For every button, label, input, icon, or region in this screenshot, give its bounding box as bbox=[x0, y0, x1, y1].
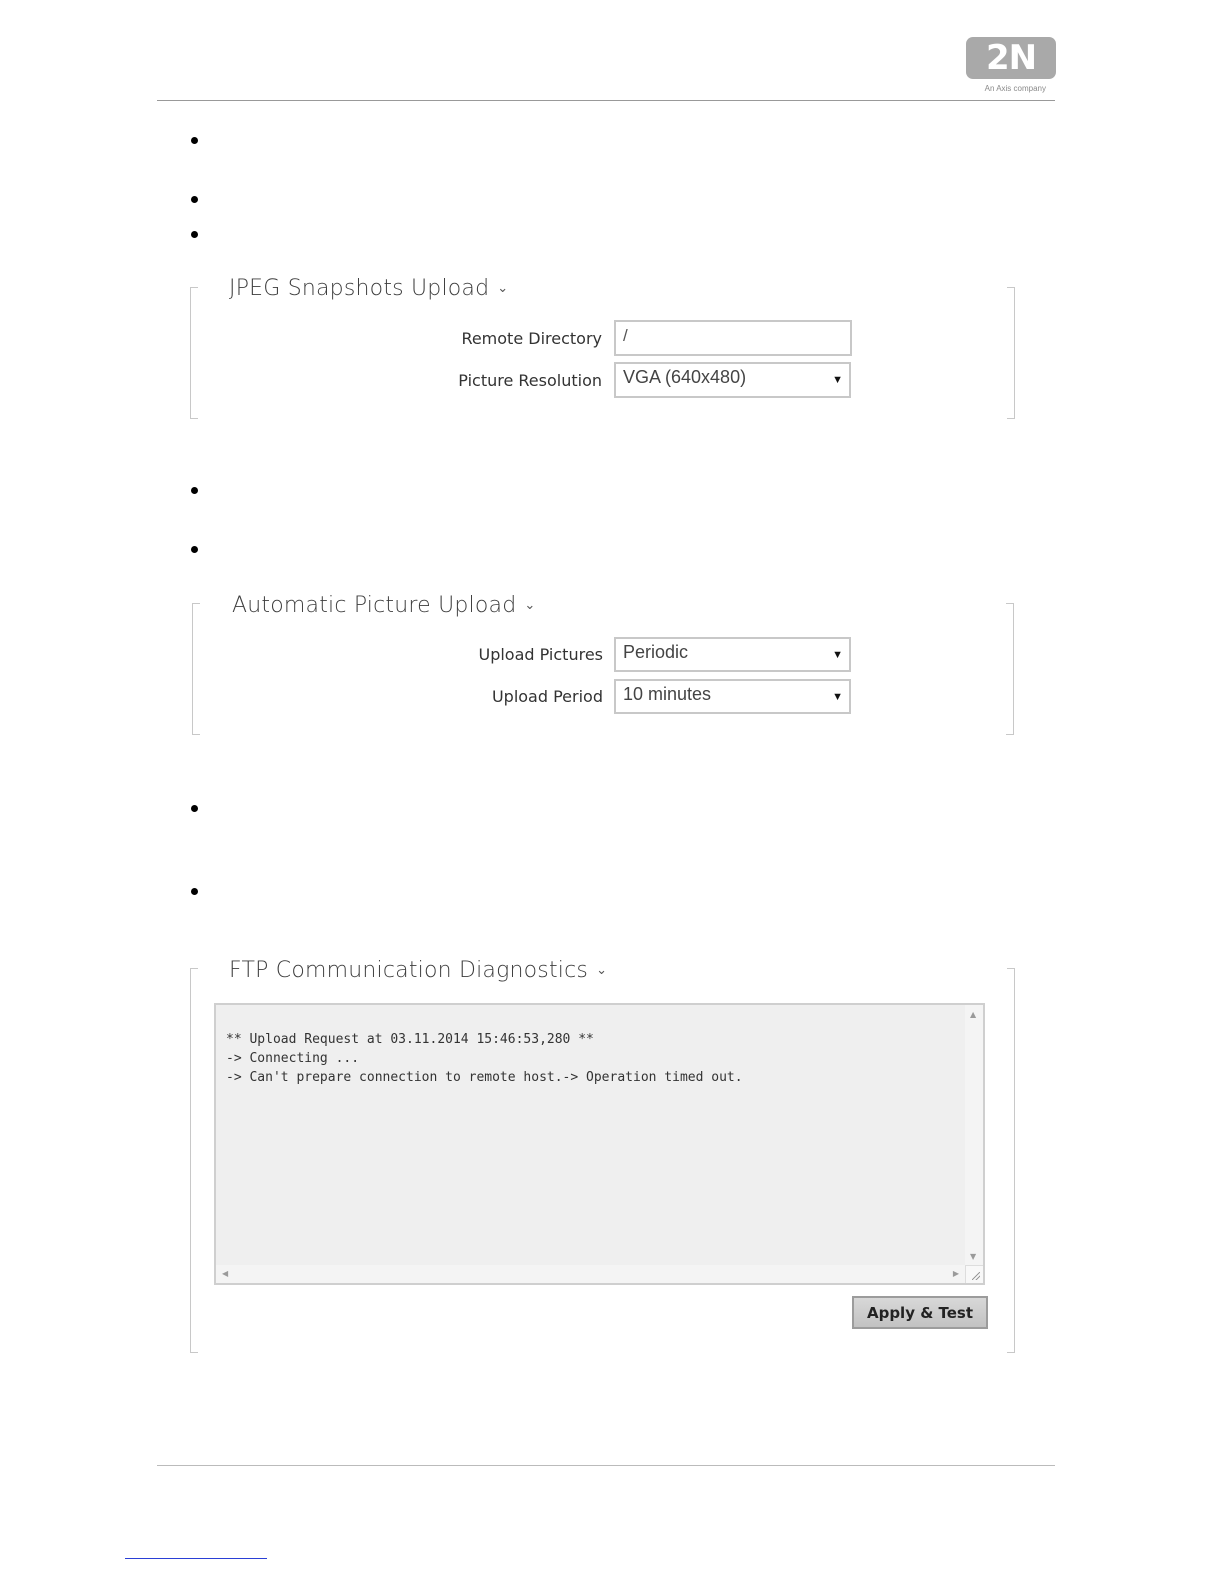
picture-resolution-value: VGA (640x480) bbox=[623, 367, 747, 387]
triangle-down-icon: ▼ bbox=[832, 691, 843, 703]
scroll-down-icon[interactable]: ▼ bbox=[970, 1252, 977, 1261]
jpeg-panel-title-text: JPEG Snapshots Upload bbox=[229, 276, 490, 301]
upload-period-value: 10 minutes bbox=[623, 684, 712, 704]
logo-mark: 2N bbox=[985, 38, 1037, 78]
diag-panel-title-text: FTP Communication Diagnostics bbox=[229, 958, 589, 983]
remote-directory-input[interactable] bbox=[614, 320, 852, 356]
triangle-down-icon: ▼ bbox=[832, 649, 843, 661]
panel-bracket-left bbox=[190, 968, 198, 1353]
footer-link-underline bbox=[125, 1558, 267, 1559]
vertical-scrollbar[interactable] bbox=[965, 1005, 983, 1265]
header-divider bbox=[157, 100, 1055, 101]
picture-resolution-label: Picture Resolution bbox=[458, 371, 602, 390]
auto-panel-title-text: Automatic Picture Upload bbox=[232, 593, 517, 618]
bullet-4 bbox=[191, 487, 198, 494]
jpeg-snapshots-panel bbox=[190, 287, 1015, 419]
upload-pictures-select[interactable] bbox=[614, 637, 851, 672]
picture-resolution-select[interactable] bbox=[614, 362, 851, 398]
bullet-5 bbox=[191, 546, 198, 553]
bullet-3 bbox=[191, 231, 198, 238]
chevron-down-icon[interactable]: ⌄ bbox=[497, 281, 509, 296]
logo-tagline: An Axis company bbox=[984, 84, 1046, 93]
upload-pictures-label: Upload Pictures bbox=[478, 645, 603, 664]
remote-directory-label: Remote Directory bbox=[461, 329, 602, 348]
triangle-down-icon: ▼ bbox=[832, 374, 843, 386]
apply-test-button[interactable]: Apply & Test bbox=[852, 1296, 988, 1329]
horizontal-scrollbar[interactable] bbox=[216, 1265, 965, 1283]
upload-period-label: Upload Period bbox=[491, 687, 603, 706]
scroll-up-icon[interactable]: ▲ bbox=[970, 1010, 977, 1019]
upload-period-select[interactable] bbox=[614, 679, 851, 714]
chevron-down-icon[interactable]: ⌄ bbox=[524, 598, 536, 613]
bullet-1 bbox=[191, 137, 198, 144]
scroll-right-icon[interactable]: ▶ bbox=[952, 1269, 959, 1278]
diagnostics-log-textarea[interactable] bbox=[214, 1003, 985, 1285]
bullet-7 bbox=[191, 888, 198, 895]
brand-logo bbox=[966, 37, 1056, 79]
panel-bracket-right bbox=[1006, 603, 1014, 735]
auto-panel-title[interactable] bbox=[232, 593, 535, 618]
upload-pictures-value: Periodic bbox=[623, 642, 689, 662]
scroll-left-icon[interactable]: ◀ bbox=[222, 1269, 229, 1278]
panel-bracket-right bbox=[1007, 287, 1015, 419]
jpeg-panel-title[interactable] bbox=[229, 276, 508, 301]
footer-divider bbox=[157, 1465, 1055, 1466]
diagnostics-log-text: ** Upload Request at 03.11.2014 15:46:53,280 ** -> Connecting ... -> Can't prepare connection to remote host.-> Operation timed out. bbox=[226, 1032, 743, 1085]
panel-bracket-right bbox=[1007, 968, 1015, 1353]
panel-bracket-left bbox=[190, 287, 198, 419]
resize-handle-icon[interactable] bbox=[965, 1265, 983, 1283]
remote-directory-value: / bbox=[623, 326, 628, 345]
automatic-upload-panel bbox=[192, 603, 1014, 735]
bullet-2 bbox=[191, 196, 198, 203]
chevron-down-icon[interactable]: ⌄ bbox=[596, 963, 608, 978]
diag-panel-title[interactable] bbox=[229, 958, 607, 983]
panel-bracket-left bbox=[192, 603, 200, 735]
bullet-6 bbox=[191, 805, 198, 812]
